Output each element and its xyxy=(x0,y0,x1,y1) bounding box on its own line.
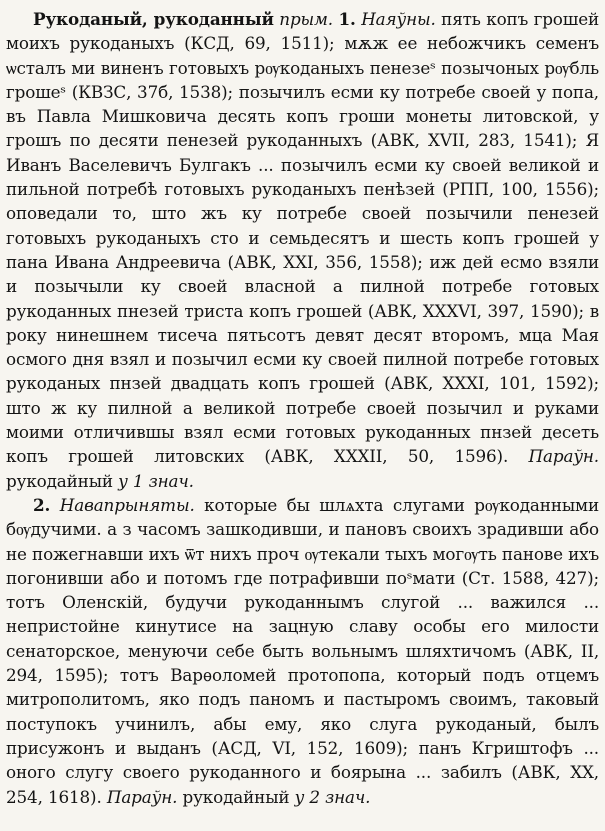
cross-reference-usage: у 1 знач. xyxy=(118,470,194,491)
cross-reference-label: Параўн. xyxy=(528,446,599,467)
dictionary-entry-sense-1 xyxy=(6,7,599,493)
cross-reference-label: Параўн. xyxy=(106,786,178,807)
sense-citations: которые бы шлѧхта слугами рѹкоданными бѹдучими. а з часомъ зашкодивши, и пановъ своихъ зрадивши або не пожегнавши ихъ ѿт нихъ проч ѹтекали тыхъ могѹть панове ихъ погонивши або и потомъ где потрафивши поˢмати (Ст. 1588, 427); тотъ Оленскій, будучи рукоданнымъ слугой ... важился ... непристойне кинутисе на зацную славу особы его милости сенаторское, менуючи себе быть вольнымъ шляхтичомъ (АВК, II, 294, 1595); тотъ Варѳоломей протопопа, который подъ отцемъ митрополитомъ, яко подъ паномъ и пастыромъ своимъ, таковый поступокъ учинилъ, абы ему, яко слуга рукоданый, былъ присужонъ и выданъ (АСД, VI, 152, 1609); панъ Кгриштофъ ... оного слугу своего рукоданного и боярына ... забилъ (АВК, XX, 254, 1618). xyxy=(6,494,599,807)
part-of-speech: прым. xyxy=(279,9,333,29)
cross-reference-word: рукодайный xyxy=(182,786,290,807)
cross-reference-word: рукодайный xyxy=(6,470,113,491)
dictionary-entry-sense-2 xyxy=(6,493,599,809)
cross-reference-usage: у 2 знач. xyxy=(294,786,371,807)
sense-gloss: Наяўны. xyxy=(361,9,436,29)
sense-citations: пять копъ грошей моихъ рукоданыхъ (КСД, 69, 1511); мѫж ее небожчикъ семенъ ѡсталъ ми виненъ готовыхъ рѹкоданыхъ пенезеˢ позычоных рѹбль грошеˢ (КВЗС, 37б, 1538); позычилъ есми ку потребе своей у попа, въ Павла Мишковича десять копъ гроши монеты литовской, у грошъ по десяти пенезей рукоданныхъ (АВК, XVII, 283, 1541); Я Иванъ Васелевичъ Булгакъ ... позычилъ есми ку своей великой и пильной потребѣ готовыхъ рукоданыхъ пенѣзей (РПП, 100, 1556); оповедали то, што жъ ку потребе своей позычили пенезей готовыхъ рукоданыхъ сто и семьдесятъ и шесть копъ грошей у пана Ивана Андреевича (АВК, XXI, 356, 1558); иж дей есмо взяли и позычыли ку своей власной а пилной потребе готовых рукоданных пнезей триста копъ грошей (АВК, XXXVI, 397, 1590); в року нинешнем тисеча пятьсотъ девят десят второмъ, мца Мая осмого дня взял и позычил есми ку своей пилной потребе готовых рукоданых пнзей двадцать копъ грошей (АВК, XXXI, 101, 1592); што ж ку пилной а великой потребе своей позычил и руками моими отличившы взял есми готовых рукоданных пнзей десеть копъ грошей литовских (АВК, XXXII, 50, 1596). xyxy=(6,9,600,467)
entry-headword: Рукоданый, рукоданный xyxy=(33,9,274,29)
sense-number: 2. xyxy=(33,494,51,515)
sense-number: 1. xyxy=(338,9,356,29)
sense-gloss: Навапрыняты. xyxy=(59,494,195,515)
